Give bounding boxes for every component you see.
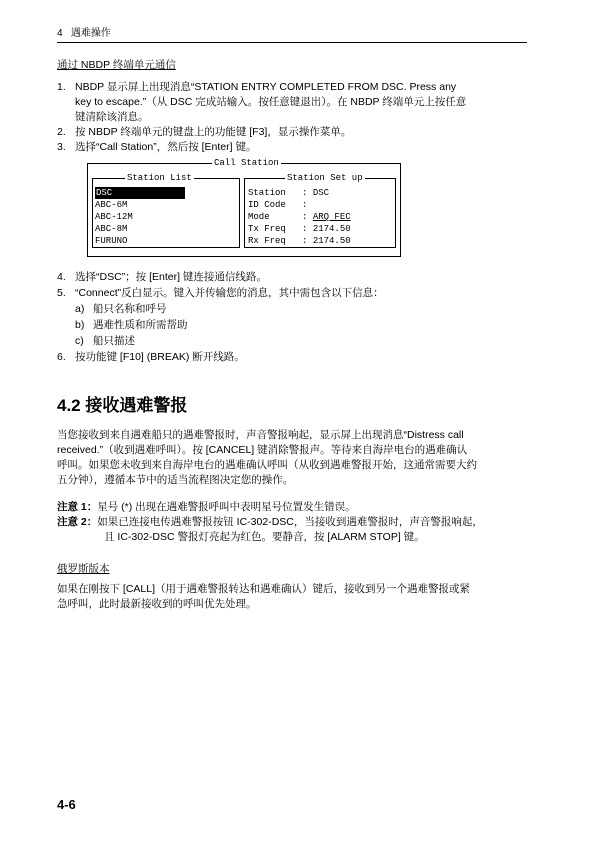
- substep-text: 船只名称和呼号: [93, 303, 167, 315]
- section-heading-4-2: 4.2 接收遇难警报: [57, 396, 188, 415]
- station-list-panel: [92, 173, 240, 248]
- step-text-line: key to escape.”（从 DSC 完成站输入。按任意键退出）。在 NBDP 终端单元上按任意: [75, 96, 467, 108]
- step-text-line: NBDP 显示屏上出现消息“STATION ENTRY COMPLETED FROM DSC. Press any: [75, 81, 457, 93]
- station-list-item[interactable]: ABC-12M: [95, 212, 133, 222]
- step-number: 6.: [57, 351, 66, 363]
- note-label: 注意 2：: [57, 516, 98, 528]
- station-list-item[interactable]: ABC-8M: [95, 224, 128, 234]
- substep-letter: a): [75, 303, 85, 315]
- station-list-item[interactable]: ABC-6M: [95, 200, 128, 210]
- station-setup-title: Station Set up: [287, 173, 363, 183]
- screen-title: Call Station: [214, 158, 279, 168]
- paragraph-line: 如果在刚按下 [CALL]（用于遇难警报转达和遇难确认）键后，接收到另一个遇难警报或紧: [57, 583, 471, 595]
- paragraph-line: 呼叫。如果您未收到来自海岸电台的遇难确认呼叫（从收到遇难警报开始，这通常需要大约: [57, 459, 477, 471]
- step-number: 2.: [57, 126, 66, 138]
- paragraph-line: received.”（收到遇难呼叫）。按 [CANCEL] 键消除警报声。等待来自海岸电台的遇难确认: [57, 444, 468, 456]
- step-text: “Connect”反白显示。键入并传输您的消息，其中需包含以下信息：: [75, 287, 384, 299]
- step-text: 选择“Call Station”，然后按 [Enter] 键。: [75, 141, 257, 153]
- setup-row-rx-freq[interactable]: Rx Freq : 2174.50: [248, 236, 351, 246]
- step-number: 4.: [57, 271, 66, 283]
- note-2: [57, 515, 527, 545]
- chapter-number: 4: [57, 28, 63, 39]
- paragraph-line: 五分钟），遵循本节中的适当流程图决定您的操作。: [57, 474, 294, 486]
- station-setup-panel: [244, 173, 396, 248]
- section-title-russian: 俄罗斯版本: [57, 563, 110, 575]
- paragraph-line: 当您接收到来自遇难船只的遇难警报时，声音警报响起，显示屏上出现消息“Distress call: [57, 429, 464, 441]
- russian-paragraph: [57, 582, 527, 612]
- setup-row-id-code[interactable]: ID Code :: [248, 200, 308, 210]
- running-header: [57, 26, 111, 41]
- note-1: [57, 500, 527, 515]
- step-number: 3.: [57, 141, 66, 153]
- note-label: 注意 1：: [57, 501, 98, 513]
- step-number: 5.: [57, 287, 66, 299]
- step-text: 选择“DSC”；按 [Enter] 键连接通信线路。: [75, 271, 267, 283]
- setup-row-tx-freq[interactable]: Tx Freq : 2174.50: [248, 224, 351, 234]
- section-4-2-paragraph: [57, 428, 527, 488]
- paragraph-line: 急呼叫，此时最新接收到的呼叫优先处理。: [57, 598, 257, 610]
- step-text: 按功能键 [F10] (BREAK) 断开线路。: [75, 351, 245, 363]
- step-text: 按 NBDP 终端单元的键盘上的功能键 [F3]，显示操作菜单。: [75, 126, 352, 138]
- note-text: 星号 (*) 出现在遇难警报呼叫中表明星号位置发生错误。: [97, 501, 356, 513]
- station-list-title: Station List: [127, 173, 192, 183]
- note-text: 如果已连接电传遇难警报按钮 IC-302-DSC，当接收到遇难警报时，声音警报响起，: [97, 516, 483, 528]
- setup-row-station: Station : DSC: [248, 188, 330, 198]
- step-number: 1.: [57, 81, 66, 93]
- note-text-continued: 且 IC-302-DSC 警报灯亮起为红色。要静音，按 [ALARM STOP] 键。: [104, 531, 425, 543]
- call-station-screen: [87, 158, 401, 257]
- substep-letter: c): [75, 335, 84, 347]
- chapter-title: 遇难操作: [70, 28, 111, 39]
- setup-row-mode[interactable]: Mode : ARQ FEC: [248, 212, 351, 222]
- header-rule: [57, 42, 527, 43]
- substep-letter: b): [75, 319, 85, 331]
- substep-text: 遇难性质和所需帮助: [93, 319, 188, 331]
- station-list-item[interactable]: FURUNO: [95, 236, 128, 246]
- page-number: 4-6: [57, 797, 76, 812]
- substep-text: 船只描述: [93, 335, 135, 347]
- station-list-item[interactable]: DSC: [95, 187, 185, 199]
- step-text-line: 键清除该消息。: [75, 111, 149, 123]
- section-title-nbdp: 通过 NBDP 终端单元通信: [57, 59, 176, 71]
